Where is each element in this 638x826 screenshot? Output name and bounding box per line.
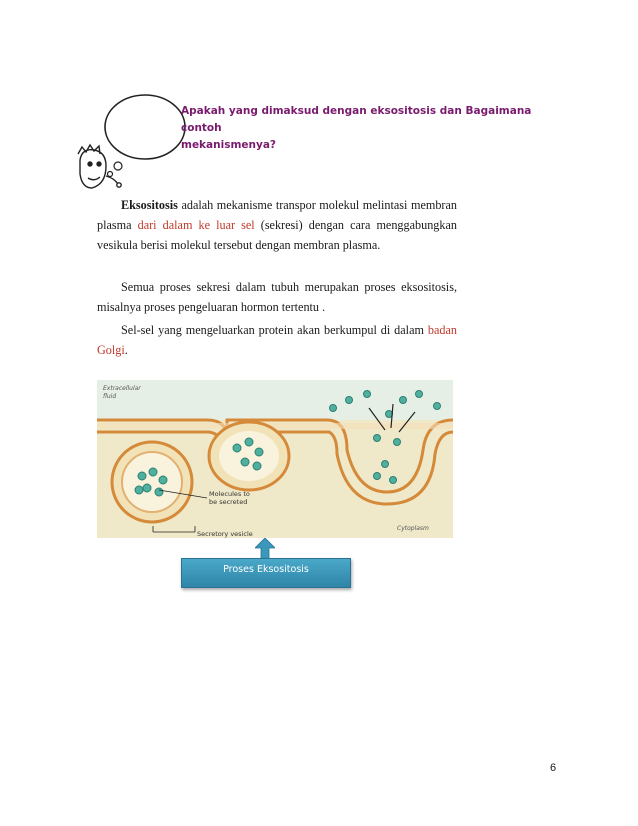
paragraph-definition (97, 195, 457, 255)
question-heading (181, 103, 541, 154)
figure-caption-box (181, 558, 351, 588)
thought-bubble-tiny (108, 172, 113, 177)
question-line-1: Apakah yang dimaksud dengan eksositosis dan Bagaimana contoh (181, 105, 532, 134)
label-secreted: be secreted (209, 498, 248, 506)
paragraph3-text-b: . (124, 343, 128, 357)
label-vesicle: Secretory vesicle (197, 530, 253, 538)
paragraph1-text-a: adalah mekanisme transpor molekul melintasi membran plasma (97, 198, 457, 232)
highlight-golgi: badan Golgi (97, 323, 457, 357)
thought-bubble (105, 95, 185, 159)
exocytosis-diagram (97, 380, 453, 538)
thought-bubble-small (114, 162, 122, 170)
term-eksositosis: Eksositosis (121, 198, 178, 212)
paragraph2-text: Semua proses sekresi dalam tubuh merupakan proses eksositosis, misalnya proses pengeluaran hormon tertentu . (97, 280, 457, 314)
up-arrow-icon (255, 538, 275, 560)
highlight-direction: dari dalam ke luar sel (137, 218, 255, 232)
label-fluid: fluid (103, 393, 117, 400)
exocytosis-figure (97, 380, 453, 538)
paragraph3-text-a: Sel-sel yang mengeluarkan protein akan berkumpul di dalam (121, 323, 428, 337)
page-number: 6 (550, 762, 557, 774)
label-extracellular: Extracellular (103, 385, 141, 392)
question-line-2: mekanismenya? (181, 139, 277, 151)
paragraph-golgi (97, 320, 457, 360)
label-cytoplasm: Cytoplasm (397, 525, 429, 532)
thinking-boy-illustration (70, 92, 190, 197)
paragraph1-text-b: (sekresi) dengan cara menggabungkan vesikula berisi molekul tersebut dengan membran plasma. (97, 218, 457, 252)
label-molecules: Molecules to (209, 490, 250, 498)
paragraph-secretion (97, 277, 457, 317)
figure-caption: Proses Eksositosis (223, 564, 309, 575)
secretory-vesicle (112, 442, 192, 522)
